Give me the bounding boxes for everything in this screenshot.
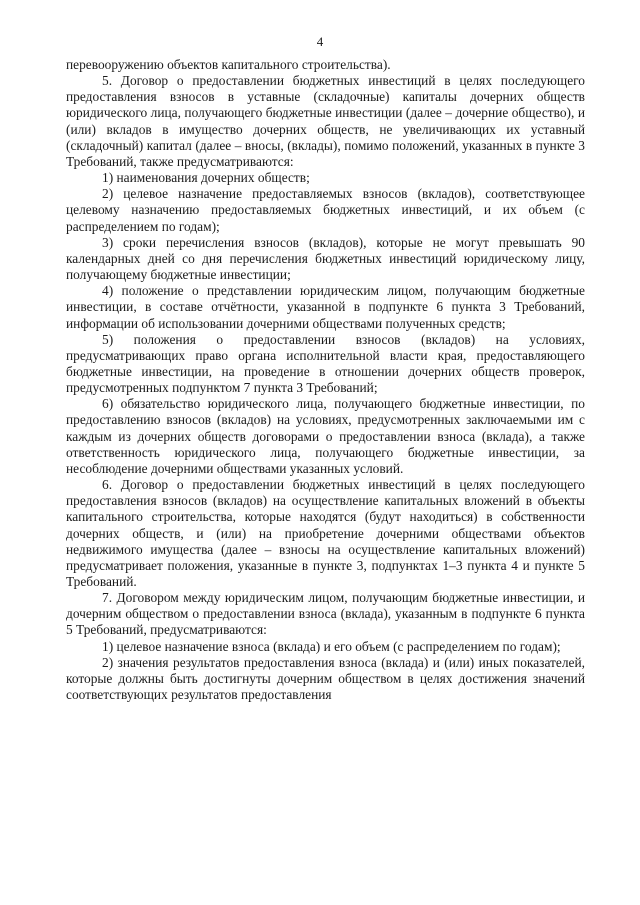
paragraph-clause-7-item-1: 1) целевое назначение взноса (вклада) и его объем (с распределением по годам);	[102, 638, 561, 654]
paragraph-item-5: 5) положения о предоставлении взносов (вкладов) на условиях, предусматривающих право органа исполнительной власти края, предоставляющего бюджетные инвестиции, на проведение в отношении дочерних обществ проверок, предусмотренных подпунктом 7 пункта 3 Требований;	[66, 331, 585, 396]
paragraph-clause-6: 6. Договор о предоставлении бюджетных инвестиций в целях последующего предоставления взносов (вкладов) на осуществление капитальных вложений в объекты капитального строительства, которые находятся (будут находиться) в собственности дочерних обществ, и (или) на приобретение дочерними обществами объектов недвижимого имущества (далее – взносы на осуществление капитальных вложений) предусматривает положения, указанные в пункте 3, подпунктах 1–3 пункта 4 и пункте 5 Требований.	[66, 477, 585, 589]
paragraph-item-6: 6) обязательство юридического лица, получающего бюджетные инвестиции, по предоставлению взносов (вкладов) на условиях, предусмотренных заключаемыми им с каждым из дочерних обществ договорами о предоставлении взноса (вклада), а также ответственность юридического лица, получающего бюджетные инвестиции, за несоблюдение дочерними обществами указанных условий.	[66, 396, 585, 476]
paragraph-item-4: 4) положение о представлении юридическим лицом, получающим бюджетные инвестиции, в составе отчётности, указанной в подпункте 6 пункта 3 Требований, информации об использовании дочерними обществами полученных средств;	[66, 283, 585, 331]
paragraph-continuation: перевооружению объектов капитального строительства).	[66, 57, 391, 72]
paragraph-clause-7-item-2: 2) значения результатов предоставления взноса (вклада) и (или) иных показателей, которые должны быть достигнуты дочерним обществом в целях достижения значений соответствующих результатов предоставления	[66, 654, 585, 703]
paragraph-item-3: 3) сроки перечисления взносов (вкладов), которые не могут превышать 90 календарных дней со дня перечисления бюджетных инвестиций юридическому лицу, получающему бюджетные инвестиции;	[66, 234, 585, 283]
document-body	[66, 57, 585, 703]
paragraph-clause-5: 5. Договор о предоставлении бюджетных инвестиций в целях последующего предоставления взносов в уставные (складочные) капиталы дочерних обществ юридического лица, получающего бюджетные инвестиции (далее – дочерние общество), и (или) вкладов в имущество дочерних обществ, не увеличивающих их уставный (складочный) капитал (далее – вносы, (вклады), помимо положений, указанных в пункте 3 Требований, также предусматриваются:	[66, 73, 585, 169]
paragraph-item-1: 1) наименования дочерних обществ;	[102, 170, 310, 186]
paragraph-clause-7: 7. Договором между юридическим лицом, получающим бюджетные инвестиции, и дочерним обществом о предоставлении взноса (вклада), указанным в подпункте 6 пункта 5 Требований, предусматриваются:	[66, 590, 585, 638]
page-number: 4	[316, 34, 324, 49]
paragraph-item-2: 2) целевое назначение предоставляемых взносов (вкладов), соответствующее целевому назначению предоставляемых бюджетных инвестиций, и их объем (с распределением по годам);	[66, 186, 585, 234]
